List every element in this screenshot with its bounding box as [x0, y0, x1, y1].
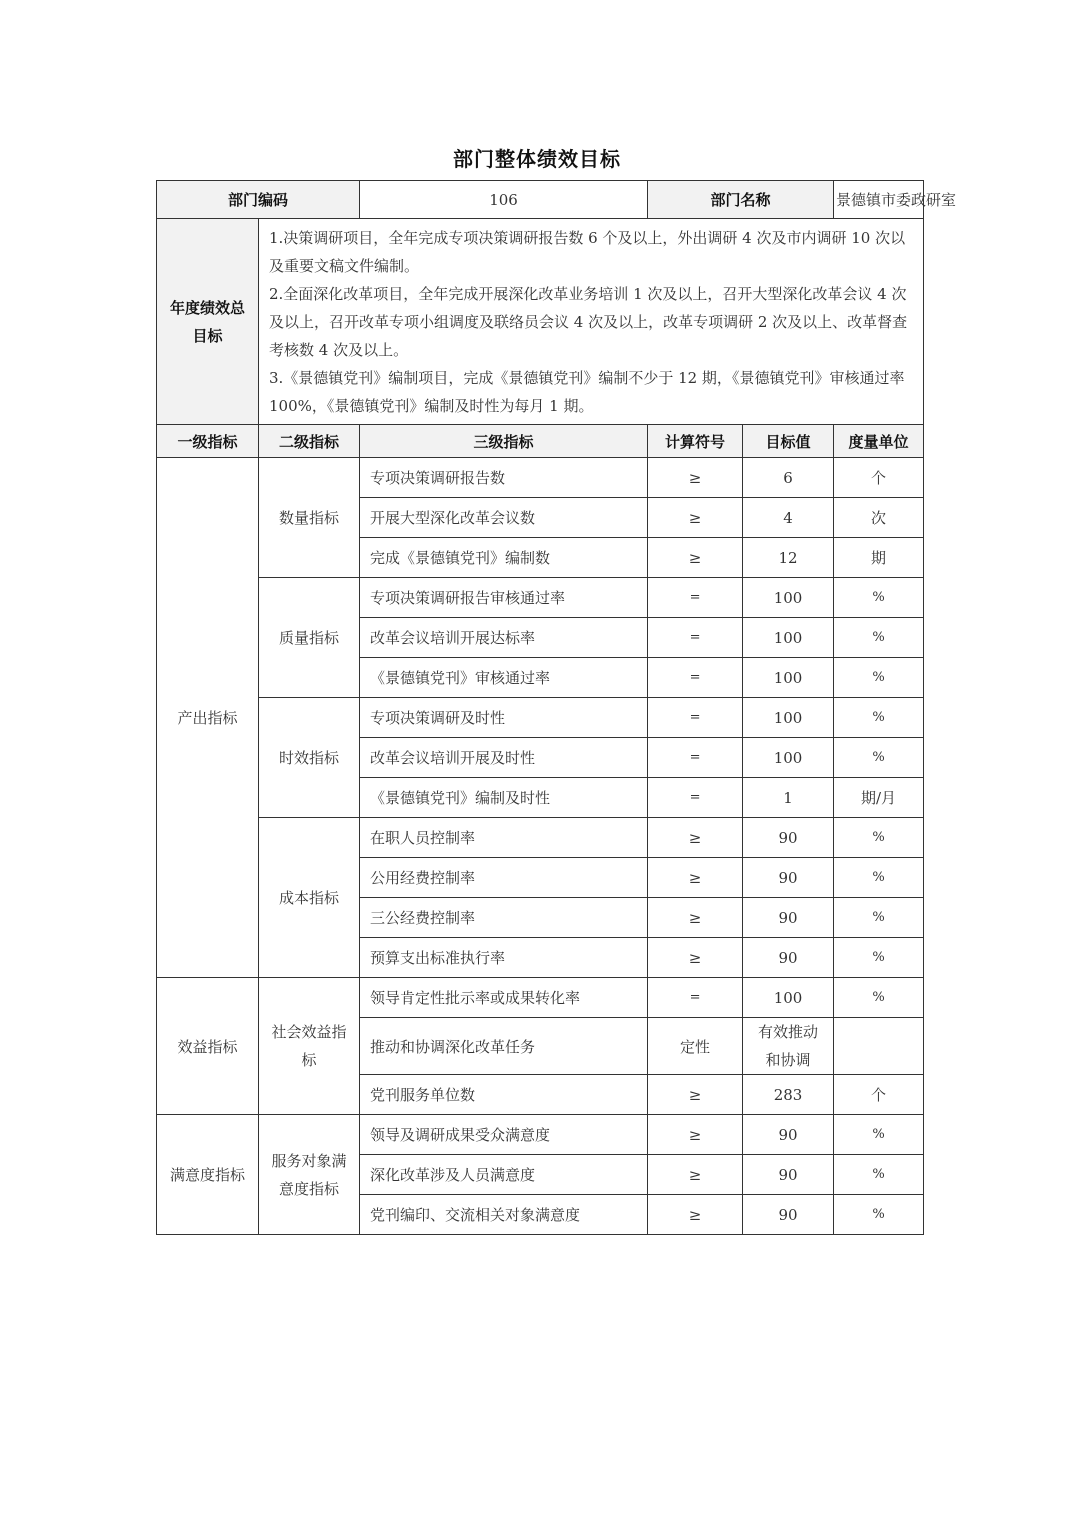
col-op-header: 计算符号: [648, 425, 743, 458]
col-level2-header: 二级指标: [259, 425, 360, 458]
level2-cell: 质量指标: [259, 578, 360, 698]
indicator-name: 《景德镇党刊》编制及时性: [360, 778, 648, 818]
indicator-unit: %: [834, 658, 924, 698]
indicator-unit: %: [834, 618, 924, 658]
level2-cell: 服务对象满 意度指标: [259, 1115, 360, 1235]
indicator-name: 《景德镇党刊》审核通过率: [360, 658, 648, 698]
indicator-name: 党刊服务单位数: [360, 1075, 648, 1115]
indicator-unit: %: [834, 578, 924, 618]
indicator-unit: %: [834, 1195, 924, 1235]
indicator-name: 专项决策调研报告数: [360, 458, 648, 498]
indicator-op: 定性: [648, 1018, 743, 1075]
indicator-name: 开展大型深化改革会议数: [360, 498, 648, 538]
indicator-name: 党刊编印、交流相关对象满意度: [360, 1195, 648, 1235]
level1-cell: 效益指标: [157, 978, 259, 1115]
indicator-value: 100: [743, 978, 834, 1018]
indicator-unit: %: [834, 1155, 924, 1195]
column-header-row: [157, 425, 924, 458]
annual-goal-row: [157, 219, 924, 425]
dept-code-label: 部门编码: [157, 181, 360, 219]
indicator-op: ≥: [648, 1155, 743, 1195]
indicator-value: 4: [743, 498, 834, 538]
annual-goal-text: [259, 219, 924, 425]
indicator-value: 100: [743, 658, 834, 698]
indicator-value: 90: [743, 938, 834, 978]
indicator-unit: [834, 1018, 924, 1075]
col-level3-header: 三级指标: [360, 425, 648, 458]
indicator-unit: 个: [834, 1075, 924, 1115]
indicator-value: 90: [743, 1155, 834, 1195]
indicator-op: ≥: [648, 498, 743, 538]
indicator-unit: 次: [834, 498, 924, 538]
table-row: [157, 978, 924, 1018]
indicator-value: 100: [743, 578, 834, 618]
dept-name-value: 景德镇市委政研室: [834, 181, 924, 219]
indicator-value: 100: [743, 618, 834, 658]
indicator-name: 领导及调研成果受众满意度: [360, 1115, 648, 1155]
level2-cell: 社会效益指 标: [259, 978, 360, 1115]
indicator-unit: %: [834, 858, 924, 898]
indicator-name: 改革会议培训开展达标率: [360, 618, 648, 658]
indicator-value: 12: [743, 538, 834, 578]
indicator-name: 公用经费控制率: [360, 858, 648, 898]
indicator-name: 三公经费控制率: [360, 898, 648, 938]
goal-item-1: 1.决策调研项目，全年完成专项决策调研报告数 6 个及以上，外出调研 4 次及市内调研 10 次以及重要文稿文件编制。: [269, 229, 906, 275]
indicator-value: 90: [743, 1195, 834, 1235]
indicator-op: =: [648, 738, 743, 778]
dept-name-label: 部门名称: [648, 181, 834, 219]
indicator-name: 专项决策调研及时性: [360, 698, 648, 738]
indicator-unit: %: [834, 738, 924, 778]
indicator-unit: %: [834, 898, 924, 938]
col-unit-header: 度量单位: [834, 425, 924, 458]
indicator-unit: %: [834, 1115, 924, 1155]
indicator-op: ≥: [648, 458, 743, 498]
table-row: [157, 458, 924, 498]
indicator-op: =: [648, 658, 743, 698]
indicator-value: 90: [743, 818, 834, 858]
indicator-value: 283: [743, 1075, 834, 1115]
indicator-name: 改革会议培训开展及时性: [360, 738, 648, 778]
indicator-op: ≥: [648, 818, 743, 858]
table-row: [157, 818, 924, 858]
indicator-op: ≥: [648, 858, 743, 898]
indicator-op: ≥: [648, 1195, 743, 1235]
indicator-name: 预算支出标准执行率: [360, 938, 648, 978]
indicator-unit: 期: [834, 538, 924, 578]
indicator-value: 1: [743, 778, 834, 818]
indicator-op: =: [648, 698, 743, 738]
dept-info-row: [157, 181, 924, 219]
indicator-op: ≥: [648, 1075, 743, 1115]
page-title: 部门整体绩效目标: [453, 147, 621, 171]
indicator-name: 完成《景德镇党刊》编制数: [360, 538, 648, 578]
indicator-op: =: [648, 778, 743, 818]
indicator-name: 深化改革涉及人员满意度: [360, 1155, 648, 1195]
indicator-op: ≥: [648, 538, 743, 578]
indicator-value: 90: [743, 1115, 834, 1155]
level2-cell: 成本指标: [259, 818, 360, 978]
level1-cell: 产出指标: [157, 458, 259, 978]
level2-cell: 数量指标: [259, 458, 360, 578]
indicator-name: 专项决策调研报告审核通过率: [360, 578, 648, 618]
indicator-op: ≥: [648, 1115, 743, 1155]
indicator-value: 90: [743, 858, 834, 898]
table-row: [157, 698, 924, 738]
goal-item-3: 3.《景德镇党刊》编制项目，完成《景德镇党刊》编制不少于 12 期，《景德镇党刊》审核通过率 100%，《景德镇党刊》编制及时性为每月 1 期。: [269, 369, 905, 415]
indicator-value: 100: [743, 738, 834, 778]
table-row: [157, 1115, 924, 1155]
indicator-op: =: [648, 578, 743, 618]
indicator-value: 100: [743, 698, 834, 738]
indicator-unit: %: [834, 938, 924, 978]
indicator-name: 在职人员控制率: [360, 818, 648, 858]
indicator-unit: 期/月: [834, 778, 924, 818]
indicator-name: 领导肯定性批示率或成果转化率: [360, 978, 648, 1018]
col-level1-header: 一级指标: [157, 425, 259, 458]
indicator-value: 90: [743, 898, 834, 938]
indicator-op: =: [648, 618, 743, 658]
indicator-name: 推动和协调深化改革任务: [360, 1018, 648, 1075]
level1-cell: 满意度指标: [157, 1115, 259, 1235]
performance-table: [156, 180, 957, 1235]
col-value-header: 目标值: [743, 425, 834, 458]
table-row: [157, 578, 924, 618]
indicator-unit: %: [834, 698, 924, 738]
level2-cell: 时效指标: [259, 698, 360, 818]
indicator-op: =: [648, 978, 743, 1018]
annual-goal-label: 年度绩效总 目标: [157, 219, 259, 425]
indicator-unit: %: [834, 818, 924, 858]
dept-code-value: 106: [360, 181, 648, 219]
indicator-op: ≥: [648, 898, 743, 938]
indicator-unit: %: [834, 978, 924, 1018]
indicator-op: ≥: [648, 938, 743, 978]
goal-item-2: 2.全面深化改革项目，全年完成开展深化改革业务培训 1 次及以上，召开大型深化改革会议 4 次及以上，召开改革专项小组调度及联络员会议 4 次及以上，改革专项调研 2 次及以上、改革督查考核数 4 次及以上。: [269, 285, 908, 359]
indicator-value: 有效推动 和协调: [743, 1018, 834, 1075]
indicator-unit: 个: [834, 458, 924, 498]
indicator-value: 6: [743, 458, 834, 498]
